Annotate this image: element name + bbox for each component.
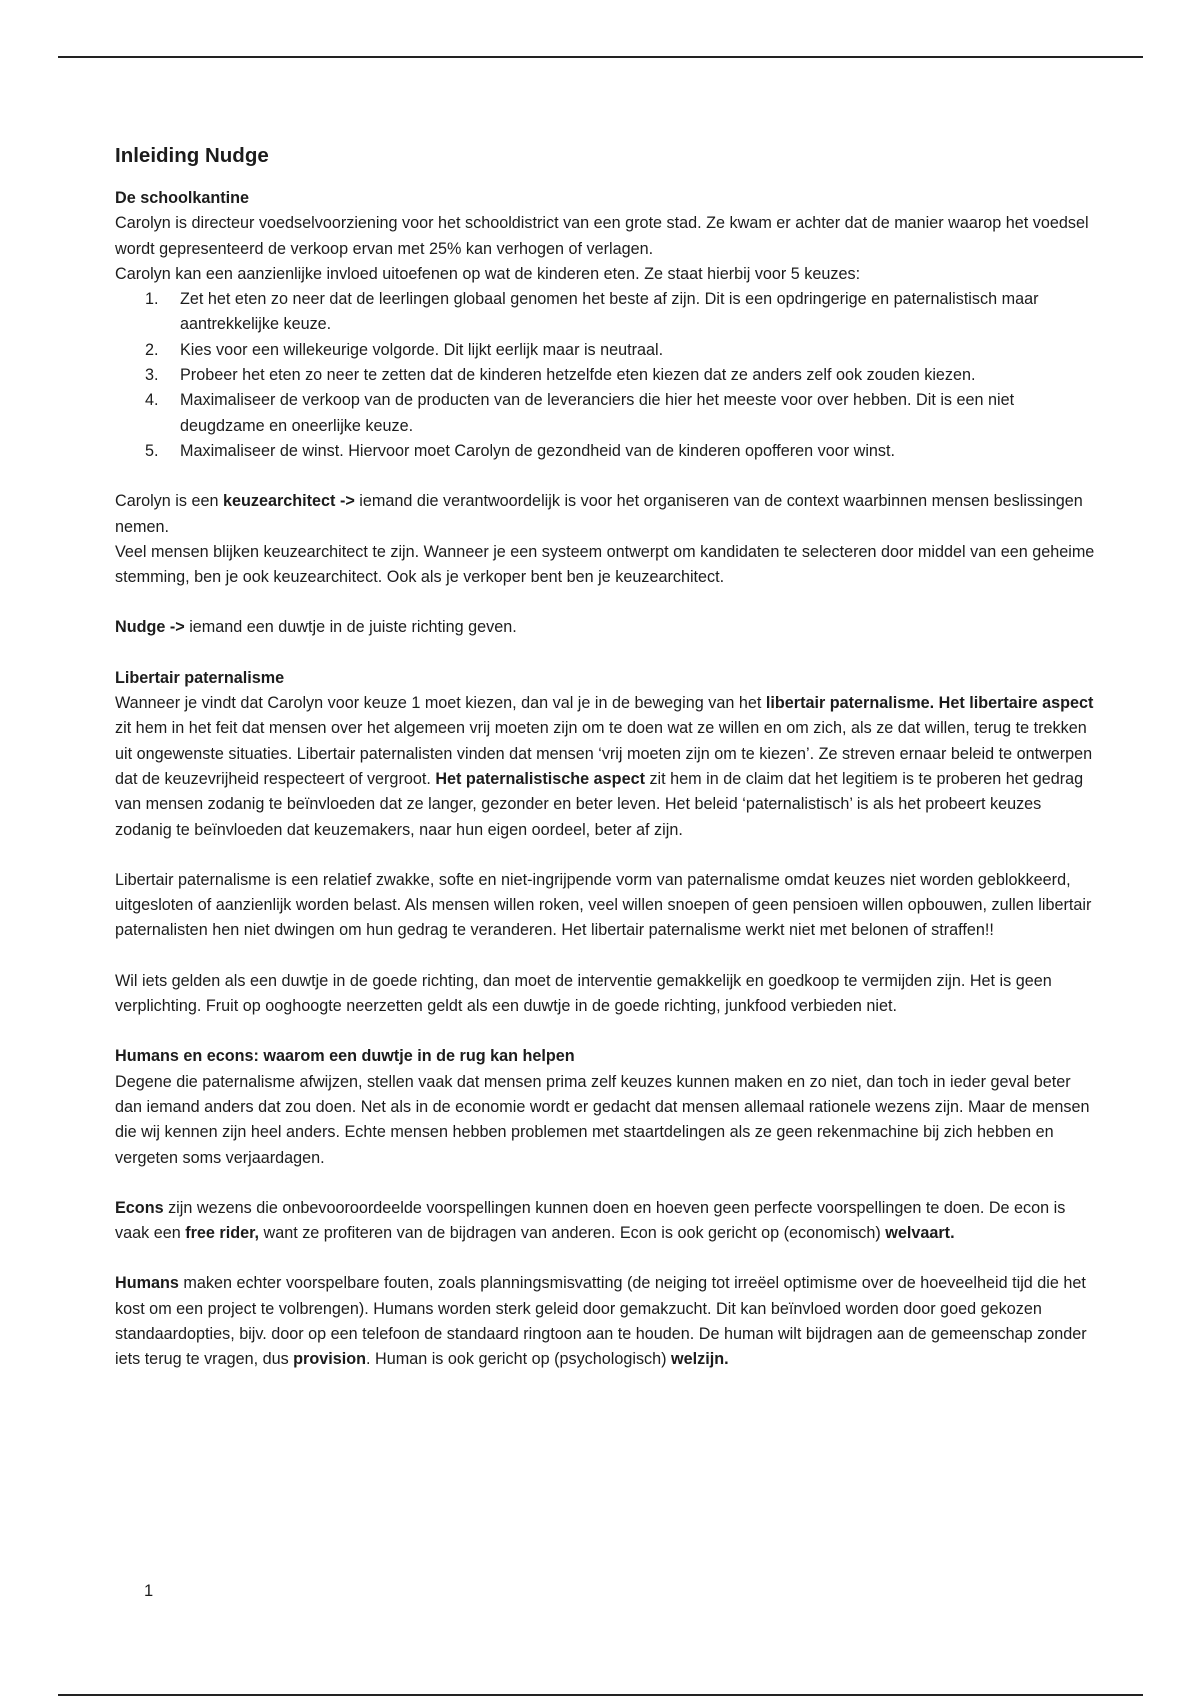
paragraph: Carolyn is directeur voedselvoorziening voor het schooldistrict van een grote stad. Ze kwam er achter dat de manier waarop het voedsel wordt gepresenteerd de verkoop ervan met 25% kan verhogen of verlagen. bbox=[115, 214, 1089, 258]
text-run: iemand een duwtje in de juiste richting geven. bbox=[184, 618, 517, 637]
list-item bbox=[115, 338, 1095, 363]
text-run: zit hem in de claim dat het legitiem is te proberen het gedrag van mensen zodanig te beïnvloeden dat ze langer, gezonder en beter leven. Het beleid ‘paternalistisch’ is als het probeert keuzes zodanig te beïnvloeden dat keuzemakers, naar hun eigen oordeel, beter af zijn. bbox=[115, 769, 1084, 839]
list-number: 4. bbox=[145, 391, 159, 410]
list-item-text: Probeer het eten zo neer te zetten dat de kinderen hetzelfde eten kiezen dat ze anders zelf ook zouden kiezen. bbox=[180, 366, 976, 385]
text-run: zit hem in het feit dat mensen over het algemeen vrij moeten zijn om te doen wat ze willen en om zich, als ze dat willen, terug te trekken uit ongewenste situaties. Libertair paternalisten vinden dat mensen ‘vrij moeten zijn om te kiezen’. Ze streven ernaar beleid te ontwerpen dat de keuzevrijheid respecteert of vergroot. bbox=[115, 719, 1093, 788]
paragraph-keuzearchitect bbox=[115, 489, 1095, 540]
list-item bbox=[115, 388, 1095, 439]
list-item bbox=[115, 363, 1095, 388]
document-title: Inleiding Nudge bbox=[115, 144, 269, 167]
choices-list bbox=[115, 287, 1095, 464]
spacer bbox=[115, 641, 1095, 666]
text-run: want ze profiteren van de bijdragen van anderen. Econ is ook gericht op (economisch) bbox=[259, 1224, 886, 1243]
list-item-text: Kies voor een willekeurige volgorde. Dit lijkt eerlijk maar is neutraal. bbox=[180, 340, 664, 359]
term-nudge: Nudge -> bbox=[115, 618, 185, 637]
section-heading-schoolkantine: De schoolkantine bbox=[115, 189, 250, 207]
list-number: 2. bbox=[145, 340, 159, 359]
list-item-text: Zet het eten zo neer dat de leerlingen globaal genomen het beste af zijn. Dit is een opdringerige en paternalistisch maar aantrekkelijke keuze. bbox=[180, 290, 1039, 334]
section-heading-libertair-paternalisme: Libertair paternalisme bbox=[115, 668, 285, 687]
list-number: 3. bbox=[145, 366, 159, 385]
spacer bbox=[115, 944, 1095, 969]
spacer bbox=[115, 1019, 1095, 1044]
spacer bbox=[115, 464, 1095, 489]
spacer bbox=[115, 590, 1095, 615]
term-welzijn: welzijn. bbox=[671, 1350, 729, 1369]
term-humans: Humans bbox=[115, 1274, 179, 1293]
paragraph: Libertair paternalisme is een relatief zwakke, softe en niet-ingrijpende vorm van paternalisme omdat keuzes niet worden geblokkeerd, uitgesloten of aanzienlijk worden belast. Als mensen willen roken, veel willen snoepen of geen pensioen willen opbouwen, zullen libertair paternalisten hen niet dwingen om hun gedrag te veranderen. Het libertair paternalisme werkt niet met belonen of straffen!! bbox=[115, 870, 1092, 940]
list-item bbox=[115, 287, 1095, 338]
list-number: 1. bbox=[145, 290, 159, 309]
paragraph-libertair bbox=[115, 691, 1095, 843]
bottom-rule bbox=[58, 1694, 1143, 1696]
term-provision: provision bbox=[293, 1350, 367, 1369]
list-item bbox=[115, 439, 1095, 464]
spacer bbox=[115, 1171, 1095, 1196]
list-item-text: Maximaliseer de verkoop van de producten van de leveranciers die hier het meeste voor over hebben. Dit is een niet deugdzame en oneerlijke keuze. bbox=[180, 391, 1015, 435]
text-run: Wanneer je vindt dat Carolyn voor keuze 1 moet kiezen, dan val je in de beweging van het bbox=[115, 694, 766, 713]
term-keuzearchitect: keuzearchitect -> bbox=[222, 492, 355, 511]
paragraph: Carolyn kan een aanzienlijke invloed uitoefenen op wat de kinderen eten. Ze staat hierbij voor 5 keuzes: bbox=[115, 264, 861, 283]
document-body bbox=[115, 143, 1095, 1373]
paragraph: Wil iets gelden als een duwtje in de goede richting, dan moet de interventie gemakkelijk en goedkoop te vermijden zijn. Het is geen verplichting. Fruit op ooghoogte neerzetten geldt als een duwtje in de goede richting, junkfood verbieden niet. bbox=[115, 971, 1052, 1016]
section-heading-humans-en-econs: Humans en econs: waarom een duwtje in de rug kan helpen bbox=[115, 1047, 575, 1066]
list-number: 5. bbox=[145, 441, 159, 460]
text-run: Carolyn is een bbox=[115, 492, 223, 511]
text-run: zijn wezens die onbevooroordeelde voorspellingen kunnen doen en hoeven geen perfecte voorspellingen te doen. De econ is vaak een bbox=[115, 1198, 1066, 1243]
paragraph: Degene die paternalisme afwijzen, stellen vaak dat mensen prima zelf keuzes kunnen maken en zo niet, dan toch in ieder geval beter dan iemand anders dat zou doen. Net als in de economie wordt er gedacht dat mensen allemaal rationele wezens zijn. Maar de mensen die wij kennen zijn heel anders. Echte mensen hebben problemen met staartdelingen als ze geen rekenmachine bij zich hebben en vergeten soms verjaardagen. bbox=[115, 1072, 1090, 1167]
text-run: iemand die verantwoordelijk is voor het organiseren van de context waarbinnen mensen beslissingen nemen. bbox=[115, 492, 1083, 536]
paragraph-humans bbox=[115, 1271, 1095, 1372]
spacer bbox=[115, 1246, 1095, 1271]
term-paternalistische-aspect: Het paternalistische aspect bbox=[435, 769, 645, 788]
term-econs: Econs bbox=[115, 1198, 164, 1217]
term-libertair-paternalisme: libertair paternalisme. bbox=[765, 694, 935, 713]
text-run: maken echter voorspelbare fouten, zoals planningsmisvatting (de neiging tot irreëel optimisme over de hoeveelheid tijd die het kost om een project te volbrengen). Humans worden sterk geleid door gemakzucht. Dit kan beïnvloed worden door goed gekozen standaardopties, bijv. door op een telefoon de standaard ringtoon aan te houden. De human wilt bijdragen aan de gemeenschap zonder iets terug te vragen, dus bbox=[115, 1274, 1087, 1369]
paragraph-econs bbox=[115, 1196, 1095, 1247]
page-number: 1 bbox=[144, 1582, 154, 1600]
paragraph-nudge bbox=[115, 615, 1095, 640]
paragraph: Veel mensen blijken keuzearchitect te zijn. Wanneer je een systeem ontwerpt om kandidaten te selecteren door middel van een geheime stemming, ben je ook keuzearchitect. Ook als je verkoper bent ben je keuzearchitect. bbox=[115, 542, 1095, 587]
spacer bbox=[115, 843, 1095, 868]
term-libertaire-aspect: Het libertaire aspect bbox=[938, 694, 1094, 713]
term-free-rider: free rider, bbox=[185, 1224, 259, 1243]
text-run: . Human is ook gericht op (psychologisch) bbox=[366, 1350, 672, 1369]
list-item-text: Maximaliseer de winst. Hiervoor moet Carolyn de gezondheid van de kinderen opofferen voor winst. bbox=[180, 441, 896, 460]
term-welvaart: welvaart. bbox=[885, 1224, 955, 1243]
top-rule bbox=[58, 56, 1143, 58]
